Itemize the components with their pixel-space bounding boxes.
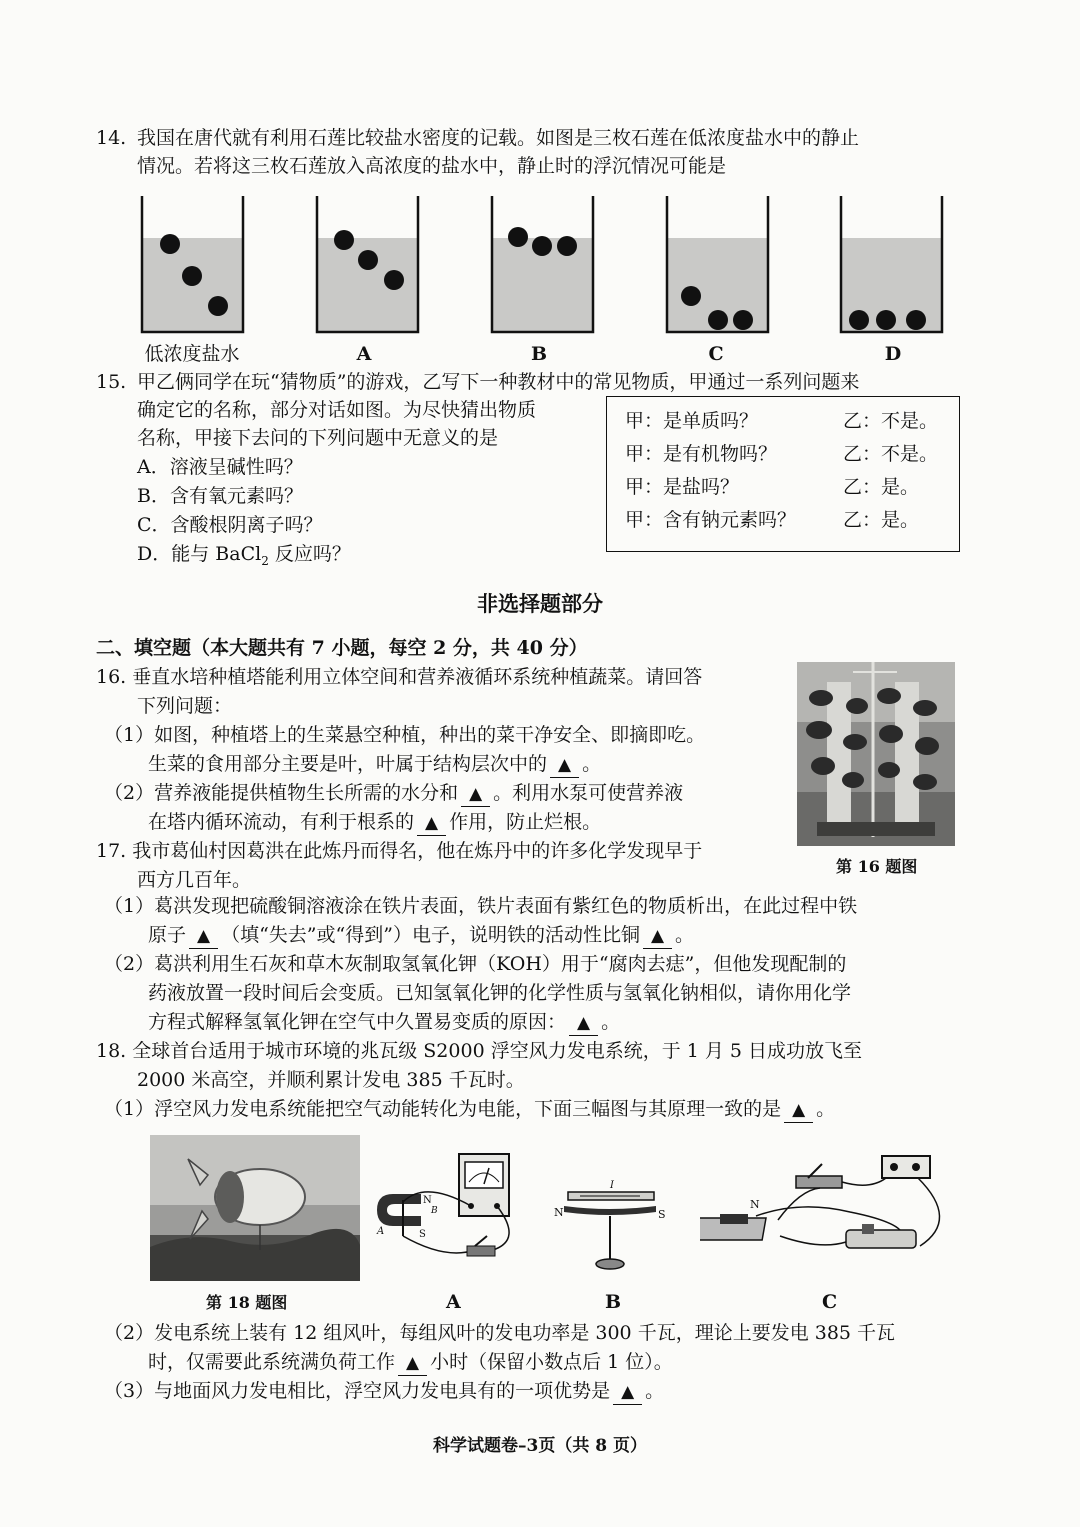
beaker-c	[667, 196, 768, 332]
answer-blank[interactable]	[569, 1010, 598, 1036]
q15-option-b: B．含有氧元素吗？	[137, 485, 303, 507]
triangle-icon: ▲	[558, 755, 572, 775]
beaker-label-a: A	[356, 343, 372, 365]
triangle-icon: ▲	[469, 784, 483, 804]
q16-caption: 第 16 题图	[836, 857, 918, 876]
answer-blank[interactable]	[550, 752, 579, 778]
beaker-label-d: D	[884, 343, 902, 365]
q15-stem-line2: 确定它的名称，部分对话如图。为尽快猜出物质	[137, 399, 537, 421]
q17-sub2-line1: （2）葛洪利用生石灰和草木灰制取氢氧化钾（KOH）用于“腐肉去痣”，但他发现配制的	[104, 953, 847, 975]
q18-sub2-line1: （2）发电系统上装有 12 组风叶，每组风叶的发电功率是 300 千瓦，理论上要发电 385 千瓦	[104, 1322, 896, 1344]
svg-text:S: S	[658, 1208, 666, 1221]
svg-text:B: B	[431, 1206, 438, 1216]
q15-stem-line3: 名称，甲接下去问的下列问题中无意义的是	[137, 427, 499, 449]
q17-stem-line2: 西方几百年。	[137, 869, 252, 891]
q17-sub2-line2: 药液放置一段时间后会变质。已知氢氧化钾的化学性质与氢氧化钠相似，请你用化学	[148, 982, 852, 1004]
q18-figure-c	[700, 1150, 960, 1270]
answer-blank[interactable]	[643, 923, 672, 949]
answer-blank[interactable]	[398, 1350, 427, 1376]
q18-airship-photo	[150, 1135, 360, 1281]
section-title: 非选择题部分	[477, 592, 603, 616]
triangle-icon: ▲	[621, 1382, 635, 1402]
q15-dialog-box	[606, 396, 960, 552]
q18-caption: 第 18 题图	[206, 1293, 288, 1312]
q16-tower-photo	[797, 662, 955, 846]
q16-sub2-line1: （2）营养液能提供植物生长所需的水分和 ▲ 。利用水泵可使营养液	[104, 779, 683, 808]
beaker-a	[317, 196, 418, 332]
part2-heading: 二、填空题（本大题共有 7 小题，每空 2 分，共 40 分）	[96, 637, 588, 659]
dialog-row: 甲：是盐吗？ 乙：是。	[625, 476, 920, 498]
q14-stem-line1: 我国在唐代就有利用石莲比较盐水密度的记载。如图是三枚石莲在低浓度盐水中的静止	[137, 127, 860, 149]
answer-blank[interactable]	[417, 810, 446, 836]
svg-text:S: S	[419, 1229, 426, 1240]
answer-blank[interactable]	[613, 1379, 642, 1405]
dialog-row: 甲：含有钠元素吗？ 乙：是。	[625, 509, 920, 531]
q14-stem-line2: 情况。若将这三枚石莲放入高浓度的盐水中，静止时的浮沉情况可能是	[137, 155, 727, 177]
q18-stem-line2: 2000 米高空，并顺利累计发电 385 千瓦时。	[137, 1069, 525, 1091]
answer-blank[interactable]	[784, 1097, 813, 1123]
dialog-row: 甲：是有机物吗？ 乙：不是。	[625, 443, 939, 465]
triangle-icon: ▲	[577, 1013, 591, 1033]
q18-sub1: （1）浮空风力发电系统能把空气动能转化为电能，下面三幅图与其原理一致的是 ▲ 。	[104, 1095, 835, 1124]
svg-text:A: A	[377, 1226, 385, 1237]
q15-option-c: C．含酸根阴离子吗？	[137, 514, 323, 536]
svg-text:I: I	[610, 1180, 614, 1191]
beaker-low-concentration	[142, 196, 243, 332]
q15-stem-line1: 甲乙俩同学在玩“猜物质”的游戏，乙写下一种教材中的常见物质，甲通过一系列问题来	[137, 371, 860, 393]
q17-stem-line1: 17. 我市葛仙村因葛洪在此炼丹而得名，他在炼丹中的许多化学发现早于	[96, 840, 703, 862]
beaker-d	[841, 196, 942, 332]
q18-sub2-line2: 时，仅需要此系统满负荷工作 ▲ 小时（保留小数点后 1 位）。	[148, 1348, 673, 1377]
answer-blank[interactable]	[461, 781, 490, 807]
svg-text:N: N	[423, 1195, 432, 1206]
q18-label-b: B	[605, 1291, 622, 1313]
svg-text:N: N	[750, 1198, 760, 1211]
q17-sub1-line2: 原子 ▲ （填“失去”或“得到”）电子，说明铁的活动性比铜 ▲ 。	[148, 921, 694, 950]
q17-sub2-line3: 方程式解释氢氧化钾在空气中久置易变质的原因： ▲ 。	[148, 1008, 620, 1037]
triangle-icon: ▲	[650, 926, 665, 946]
q18-figure-a	[375, 1150, 525, 1280]
q17-sub1-line1: （1）葛洪发现把硫酸铜溶液涂在铁片表面，铁片表面有紫红色的物质析出，在此过程中铁	[104, 895, 858, 917]
beaker-label-low: 低浓度盐水	[144, 343, 240, 365]
beaker-label-c: C	[708, 343, 724, 365]
page-footer: 科学试题卷–3页（共 8 页）	[433, 1436, 647, 1456]
triangle-icon: ▲	[197, 926, 211, 946]
q14-beakers-figure	[130, 190, 960, 340]
beaker-b	[492, 196, 593, 332]
q18-label-a: A	[446, 1291, 461, 1313]
q15-option-d: D．能与 BaCl$_2$ 反应吗？	[137, 543, 351, 568]
answer-blank[interactable]	[189, 923, 218, 949]
svg-text:N: N	[554, 1206, 564, 1219]
q18-stem-line1: 18. 全球首台适用于城市环境的兆瓦级 S2000 浮空风力发电系统，于 1 月 5 日成功放飞至	[96, 1040, 863, 1062]
q18-figure-b	[550, 1178, 670, 1278]
q16-sub1-line1: （1）如图，种植塔上的生菜悬空种植，种出的菜干净安全、即摘即吃。	[104, 724, 706, 746]
q16-sub1-line2: 生菜的食用部分主要是叶，叶属于结构层次中的 ▲ 。	[148, 750, 601, 779]
dialog-row: 甲：是单质吗？ 乙：不是。	[625, 410, 939, 432]
q16-sub2-line2: 在塔内循环流动，有利于根系的 ▲ 作用，防止烂根。	[148, 808, 601, 837]
q15-number: 15.	[96, 371, 127, 393]
q15-option-a: A．溶液呈碱性吗？	[137, 456, 303, 478]
q18-sub3: （3）与地面风力发电相比，浮空风力发电具有的一项优势是 ▲ 。	[104, 1377, 664, 1406]
triangle-icon: ▲	[792, 1100, 806, 1120]
beaker-label-b: B	[530, 343, 548, 365]
q16-stem-line2: 下列问题：	[137, 695, 233, 717]
q18-label-c: C	[822, 1291, 838, 1313]
q14-number: 14.	[96, 127, 127, 149]
triangle-icon: ▲	[406, 1353, 420, 1373]
triangle-icon: ▲	[425, 813, 439, 833]
q16-stem-line1: 16. 垂直水培种植塔能利用立体空间和营养液循环系统种植蔬菜。请回答	[96, 666, 703, 688]
